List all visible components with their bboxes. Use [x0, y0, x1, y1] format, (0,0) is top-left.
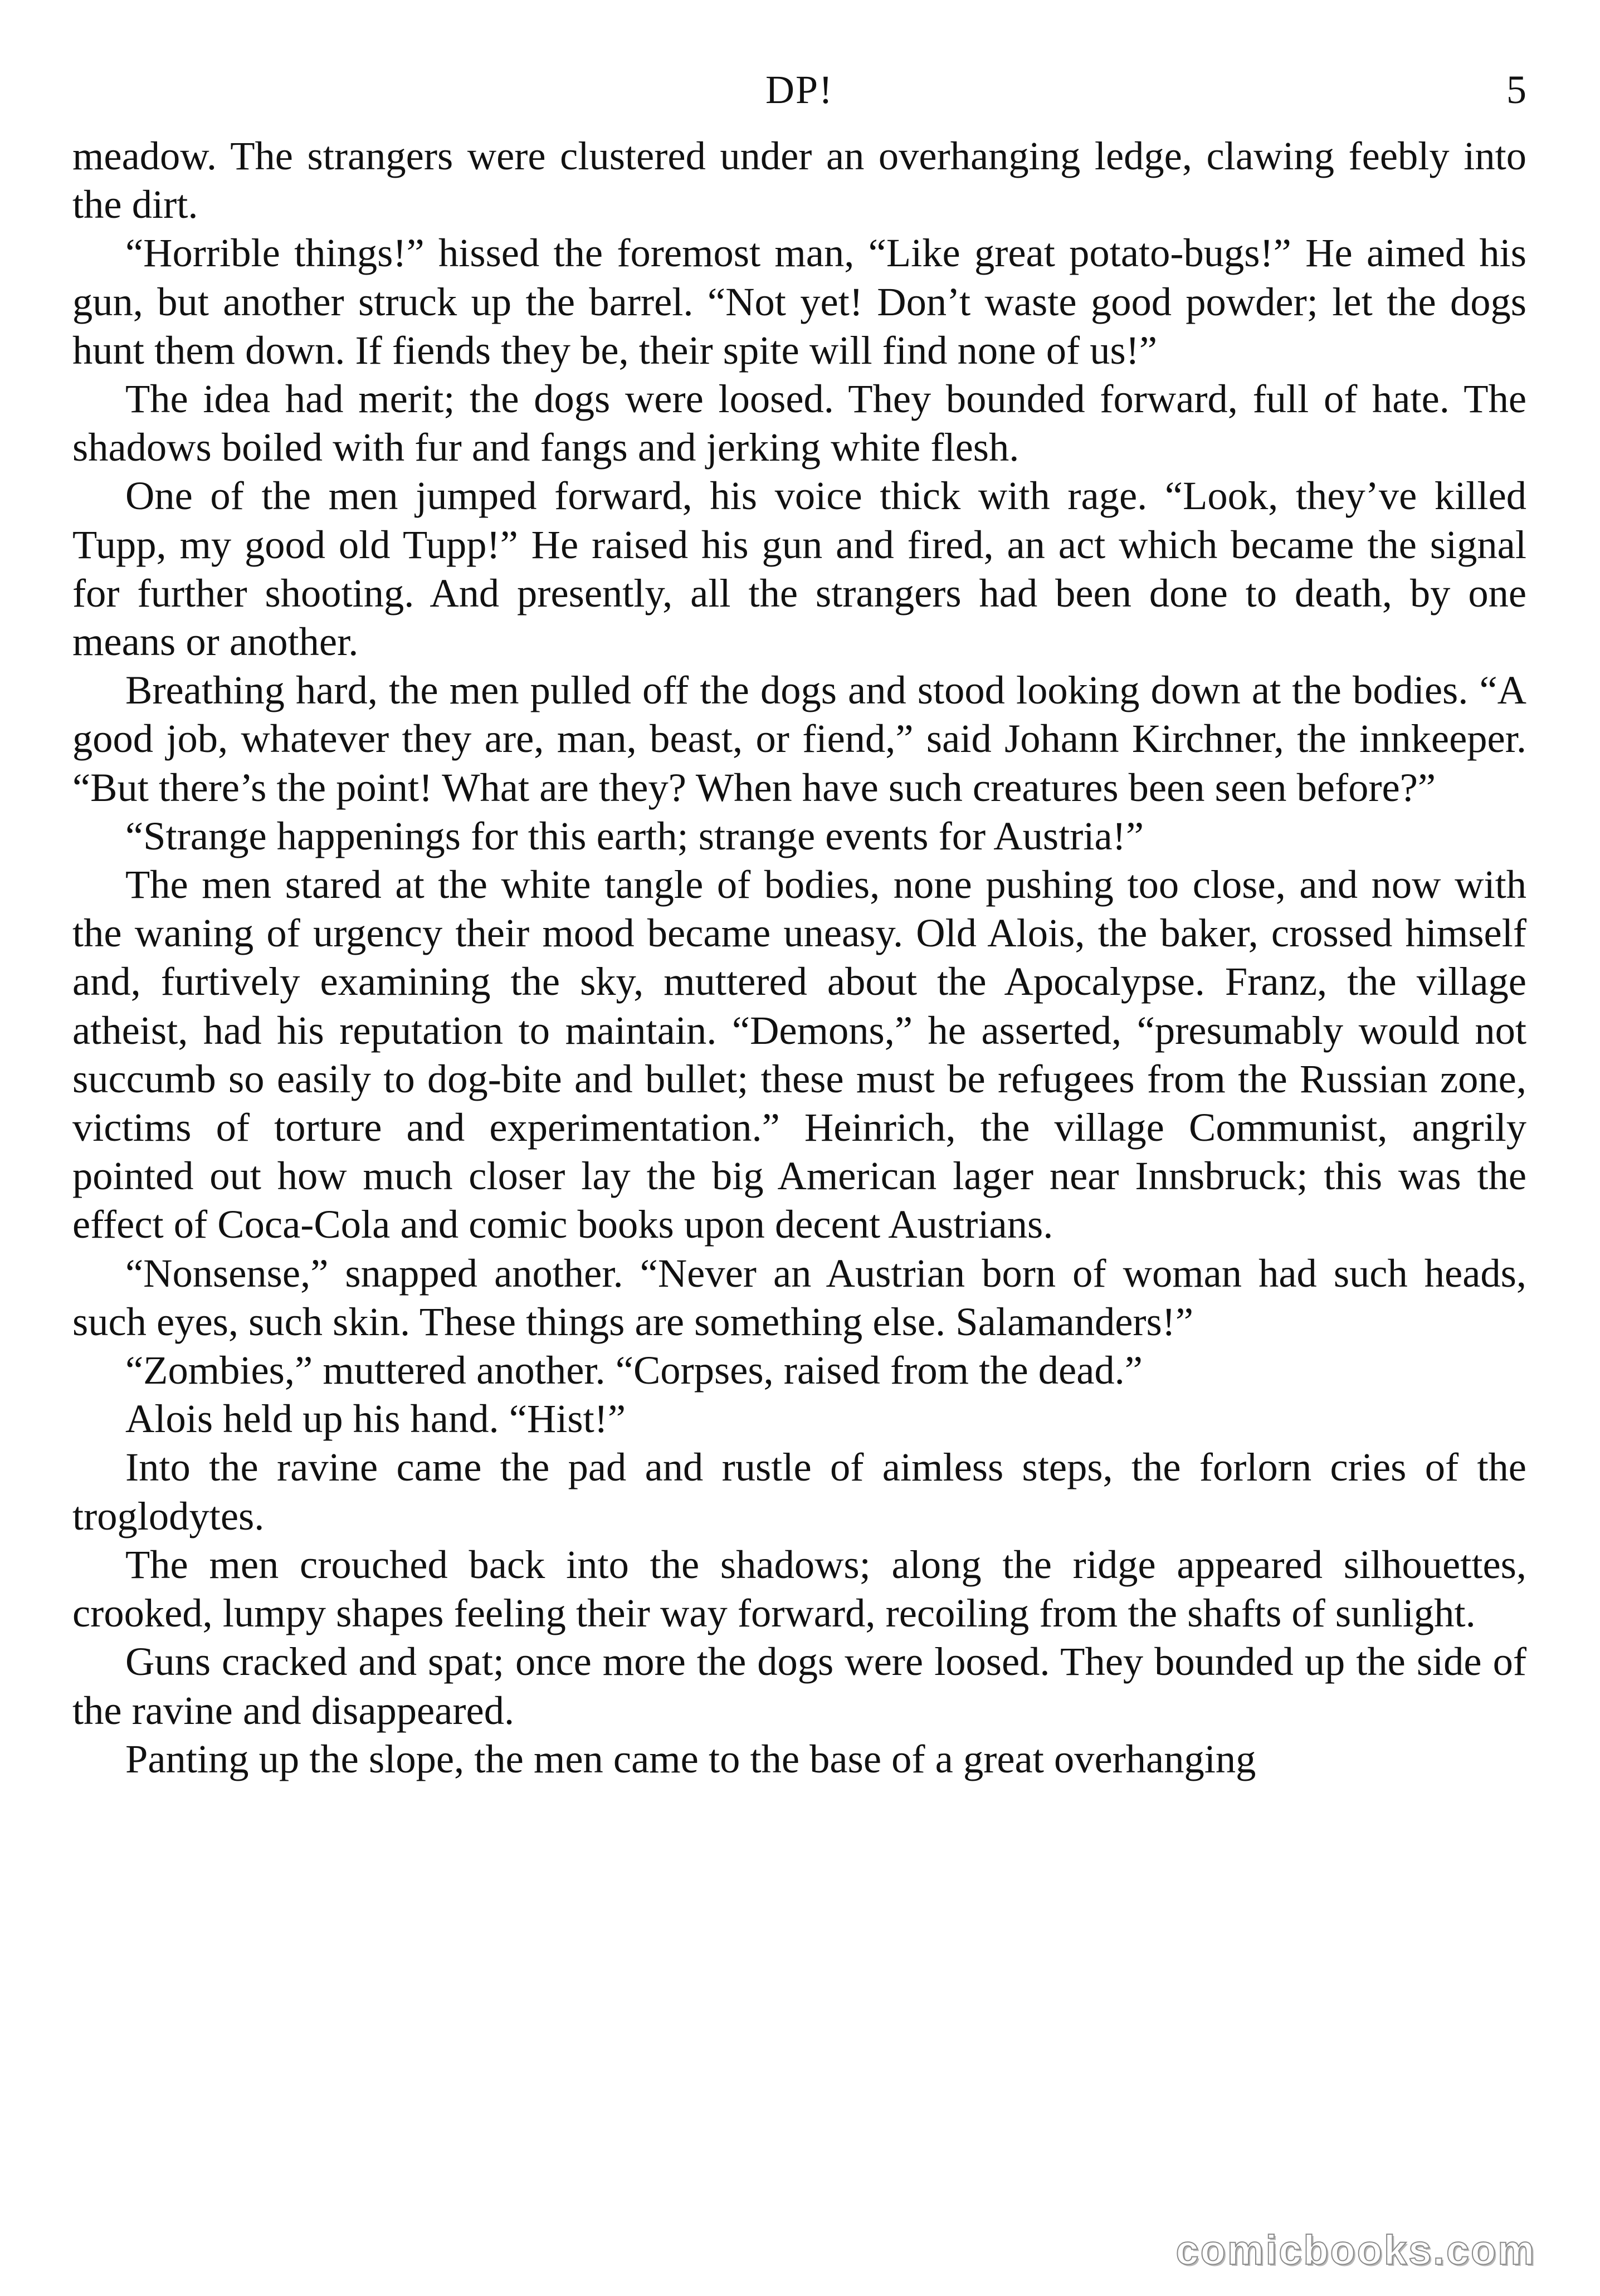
paragraph: Panting up the slope, the men came to the base of a great overhanging	[125, 1736, 1256, 1781]
paragraph: “Nonsense,” snapped another. “Never an Austrian born of woman had such heads, such eyes, such skin. These things are something else. Salamanders!”	[72, 1250, 1526, 1344]
running-head-title: DP!	[765, 67, 833, 112]
paragraph: Guns cracked and spat; once more the dogs were loosed. They bounded up the side of the ravine and disappeared.	[72, 1639, 1526, 1733]
paragraph: One of the men jumped forward, his voice thick with rage. “Look, they’ve killed Tupp, my good old Tupp!” He raised his gun and fired, an act which became the signal for further shooting. And presently, all the strangers had been done to death, by one means or another.	[72, 473, 1526, 665]
paragraph: “Horrible things!” hissed the foremost man, “Like great potato-bugs!” He aimed his gun, but another struck up the barrel. “Not yet! Don’t waste good powder; let the dogs hunt them down. If fiends they be, their spite will find none of us!”	[72, 230, 1526, 373]
paragraph: meadow. The strangers were clustered under an overhanging ledge, clawing feebly into the dirt.	[72, 133, 1526, 227]
page-header	[72, 67, 1526, 123]
paragraph: Breathing hard, the men pulled off the dogs and stood looking down at the bodies. “A good job, whatever they are, man, beast, or fiend,” said Johann Kirchner, the innkeeper. “But there’s the point! What are they? When have such creatures been seen before?”	[72, 667, 1526, 810]
body-text	[72, 131, 1526, 1783]
source-watermark: comicbooks.com	[1175, 2227, 1536, 2273]
paragraph: “Strange happenings for this earth; strange events for Austria!”	[125, 813, 1144, 858]
paragraph: The idea had merit; the dogs were loosed. They bounded forward, full of hate. The shadows boiled with fur and fangs and jerking white flesh.	[72, 376, 1526, 470]
paragraph: “Zombies,” muttered another. “Corpses, raised from the dead.”	[125, 1347, 1143, 1393]
paragraph: Alois held up his hand. “Hist!”	[125, 1396, 626, 1442]
paragraph: The men stared at the white tangle of bodies, none pushing too close, and now with the waning of urgency their mood became uneasy. Old Alois, the baker, crossed himself and, furtively examining the sky, muttered about the Apocalypse. Franz, the village atheist, had his reputation to maintain. “Demons,” he asserted, “presumably would not succumb so easily to dog-bite and bullet; these must be refugees from the Russian zone, victims of torture and experimentation.” Heinrich, the village Communist, angrily pointed out how much closer lay the big American lager near Innsbruck; this was the effect of Coca-Cola and comic books upon decent Austrians.	[72, 862, 1526, 1247]
paragraph: The men crouched back into the shadows; along the ridge appeared silhouettes, crooked, lumpy shapes feeling their way forward, recoiling from the shafts of sunlight.	[72, 1541, 1526, 1636]
page-number: 5	[1506, 67, 1526, 112]
paragraph: Into the ravine came the pad and rustle of aimless steps, the forlorn cries of the troglodytes.	[72, 1444, 1526, 1538]
